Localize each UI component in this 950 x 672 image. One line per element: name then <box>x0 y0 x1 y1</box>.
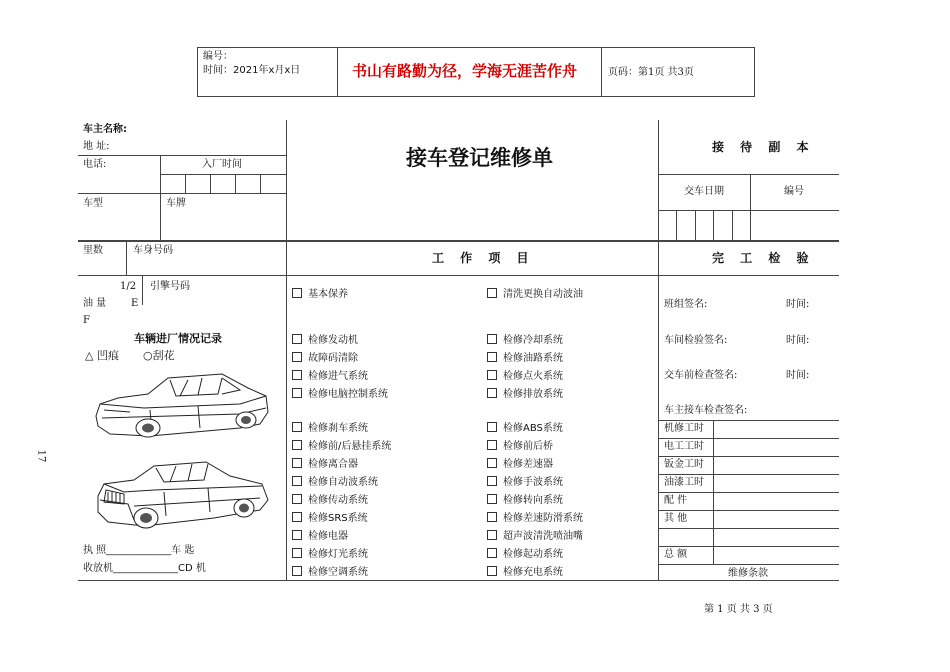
work-item-checkbox[interactable] <box>487 566 563 579</box>
work-item-checkbox[interactable] <box>292 370 368 383</box>
motto: 书山有路勤为径，学海无涯苦作舟 <box>352 62 578 80</box>
workshop-sign-time: 时间: <box>786 335 810 346</box>
work-item-checkbox[interactable] <box>292 288 348 301</box>
checkbox-square-icon[interactable] <box>292 440 302 450</box>
fuel-f: F <box>83 315 90 326</box>
team-sign-time: 时间: <box>786 299 810 310</box>
checkbox-square-icon[interactable] <box>292 458 302 468</box>
checkbox-square-icon[interactable] <box>487 352 497 362</box>
checkbox-square-icon[interactable] <box>487 370 497 380</box>
checkbox-square-icon[interactable] <box>487 494 497 504</box>
inspection-header: 完 工 检 验 <box>712 251 815 265</box>
car-front-view-drawing <box>94 456 274 538</box>
checkbox-square-icon[interactable] <box>487 288 497 298</box>
work-item-label: 检修差速器 <box>503 459 553 470</box>
work-item-label: 检修电脑控制系统 <box>308 389 388 400</box>
vin-label: 车身号码 <box>133 245 173 256</box>
checkbox-square-icon[interactable] <box>487 388 497 398</box>
work-item-label: 检修起动系统 <box>503 549 563 560</box>
checkbox-square-icon[interactable] <box>292 422 302 432</box>
checkbox-square-icon[interactable] <box>292 530 302 540</box>
entry-time-label: 入厂时间 <box>202 159 242 170</box>
checkbox-square-icon[interactable] <box>292 370 302 380</box>
work-item-checkbox[interactable] <box>487 530 583 543</box>
fuel-label: 油 量 <box>83 298 107 309</box>
work-item-label: 检修SRS系统 <box>308 513 368 524</box>
work-item-checkbox[interactable] <box>292 352 358 365</box>
record-title: 车辆进厂情况记录 <box>134 332 222 345</box>
owner-sign-label: 车主接车检查签名: <box>664 405 748 416</box>
work-item-checkbox[interactable] <box>487 422 563 435</box>
cost-item-parts: 配 件 <box>664 495 688 506</box>
work-item-checkbox[interactable] <box>487 458 553 471</box>
work-item-label: 清洗更换自动波油 <box>503 289 583 300</box>
work-item-label: 检修传动系统 <box>308 495 368 506</box>
checkbox-square-icon[interactable] <box>292 388 302 398</box>
license-key-line: 执 照_____________车 匙 <box>83 545 195 556</box>
work-item-label: 检修油路系统 <box>503 353 563 364</box>
work-item-checkbox[interactable] <box>487 288 583 301</box>
fuel-half: 1/2 <box>120 281 137 292</box>
work-item-label: 故障码清除 <box>308 353 358 364</box>
cost-item-body: 钣金工时 <box>664 459 704 470</box>
serial-label: 编号： <box>203 51 233 62</box>
time-label: 时间：2021年x月x日 <box>203 65 301 76</box>
footer-page: 第 1 页 共 3 页 <box>704 604 773 615</box>
car-rear-view-drawing <box>90 366 275 448</box>
work-item-label: 检修转向系统 <box>503 495 563 506</box>
work-item-checkbox[interactable] <box>292 388 388 401</box>
cost-item-mech: 机修工时 <box>664 423 704 434</box>
work-item-checkbox[interactable] <box>487 476 563 489</box>
predelivery-sign-label: 交车前检查签名: <box>664 370 738 381</box>
work-item-label: 检修空调系统 <box>308 567 368 578</box>
work-item-label: 检修冷却系统 <box>503 335 563 346</box>
work-item-checkbox[interactable] <box>292 530 348 543</box>
checkbox-square-icon[interactable] <box>292 288 302 298</box>
plate-label: 车牌 <box>166 198 186 209</box>
cost-item-elec: 电工工时 <box>664 441 704 452</box>
work-item-label: 检修排放系统 <box>503 389 563 400</box>
work-item-checkbox[interactable] <box>292 566 368 579</box>
work-item-label: 检修刹车系统 <box>308 423 368 434</box>
work-item-checkbox[interactable] <box>292 334 358 347</box>
checkbox-square-icon[interactable] <box>487 566 497 576</box>
work-item-checkbox[interactable] <box>292 440 391 453</box>
work-item-checkbox[interactable] <box>292 512 368 525</box>
work-item-label: 超声波清洗喷油嘴 <box>503 531 583 542</box>
work-item-checkbox[interactable] <box>487 548 563 561</box>
work-item-label: 检修灯光系统 <box>308 549 368 560</box>
work-item-checkbox[interactable] <box>487 334 563 347</box>
work-item-label: 检修电器 <box>308 531 348 542</box>
work-item-label: 检修手波系统 <box>503 477 563 488</box>
checkbox-square-icon[interactable] <box>487 512 497 522</box>
radio-cd-line: 收放机_____________CD 机 <box>83 563 206 574</box>
checkbox-square-icon[interactable] <box>292 476 302 486</box>
work-item-label: 检修自动波系统 <box>308 477 378 488</box>
work-item-label: 检修离合器 <box>308 459 358 470</box>
checkbox-square-icon[interactable] <box>487 334 497 344</box>
work-item-checkbox[interactable] <box>487 440 553 453</box>
model-label: 车型 <box>83 198 103 209</box>
side-number: 17 <box>35 449 47 463</box>
dent-legend: △ 凹痕 <box>85 349 119 362</box>
work-item-checkbox[interactable] <box>487 494 563 507</box>
work-item-label: 检修前后桥 <box>503 441 553 452</box>
scratch-legend: ○刮花 <box>143 349 175 362</box>
phone-label: 电话: <box>83 159 107 170</box>
checkbox-square-icon[interactable] <box>487 422 497 432</box>
checkbox-square-icon[interactable] <box>487 440 497 450</box>
fuel-e: E <box>131 298 139 309</box>
work-item-checkbox[interactable] <box>292 422 368 435</box>
work-item-label: 检修充电系统 <box>503 567 563 578</box>
page-code: 页码：第1页 共3页 <box>608 67 694 78</box>
work-item-checkbox[interactable] <box>487 388 563 401</box>
cost-item-other: 其 他 <box>664 513 688 524</box>
checkbox-square-icon[interactable] <box>292 494 302 504</box>
receipt-title: 接 待 副 本 <box>712 140 815 154</box>
engine-no-label: 引擎号码 <box>150 281 190 292</box>
checkbox-square-icon[interactable] <box>487 548 497 558</box>
predelivery-sign-time: 时间: <box>786 370 810 381</box>
mileage-label: 里数 <box>83 245 103 256</box>
team-sign-label: 班组签名: <box>664 299 708 310</box>
work-item-checkbox[interactable] <box>487 512 583 525</box>
address-label: 地 址: <box>83 141 110 152</box>
workshop-sign-label: 车间检验签名: <box>664 335 728 346</box>
cost-item-paint: 油漆工时 <box>664 477 704 488</box>
form-title: 接车登记维修单 <box>406 146 553 170</box>
checkbox-square-icon[interactable] <box>487 458 497 468</box>
work-item-label: 检修前/后悬挂系统 <box>308 441 392 452</box>
checkbox-square-icon[interactable] <box>487 530 497 540</box>
cost-total: 总 额 <box>664 549 688 560</box>
handover-date-label: 交车日期 <box>684 186 724 197</box>
checkbox-square-icon[interactable] <box>292 352 302 362</box>
work-item-label: 检修差速防滑系统 <box>503 513 583 524</box>
checkbox-square-icon[interactable] <box>292 566 302 576</box>
work-item-checkbox[interactable] <box>292 476 378 489</box>
work-item-checkbox[interactable] <box>292 548 368 561</box>
work-item-label: 检修发动机 <box>308 335 358 346</box>
receipt-number-label: 编号 <box>784 186 804 197</box>
work-item-label: 检修ABS系统 <box>503 423 563 434</box>
work-item-checkbox[interactable] <box>487 370 563 383</box>
work-item-label: 基本保养 <box>308 289 348 300</box>
owner-name-label: 车主名称: <box>83 124 127 135</box>
work-item-checkbox[interactable] <box>487 352 563 365</box>
work-item-checkbox[interactable] <box>292 458 358 471</box>
checkbox-square-icon[interactable] <box>292 334 302 344</box>
work-item-label: 检修点火系统 <box>503 371 563 382</box>
work-item-label: 检修进气系统 <box>308 371 368 382</box>
checkbox-square-icon[interactable] <box>292 548 302 558</box>
work-item-checkbox[interactable] <box>292 494 368 507</box>
work-items-header: 工 作 项 目 <box>432 251 535 265</box>
repair-terms: 维修条款 <box>728 568 768 579</box>
checkbox-square-icon[interactable] <box>487 476 497 486</box>
checkbox-square-icon[interactable] <box>292 512 302 522</box>
